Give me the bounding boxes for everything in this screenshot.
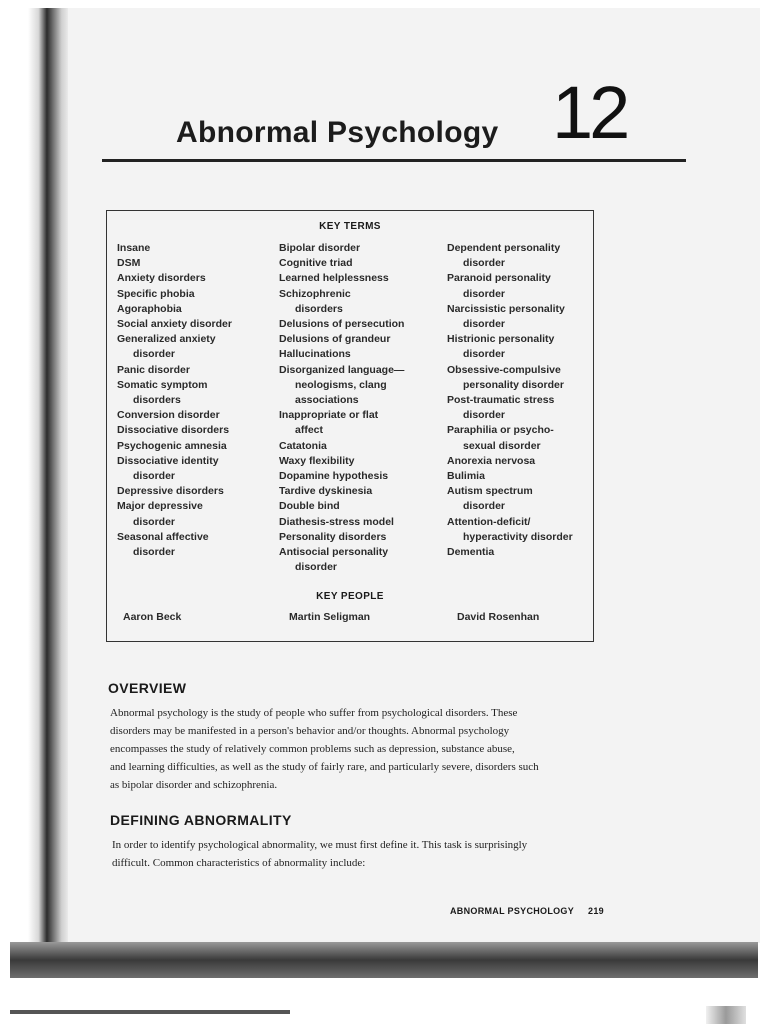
key-term: Dissociative identity xyxy=(117,454,219,467)
key-term: Social anxiety disorder xyxy=(117,318,232,331)
key-term: Narcissistic personality xyxy=(447,302,565,315)
key-term: disorder xyxy=(133,546,176,559)
key-term: disorder xyxy=(463,409,506,422)
key-term: personality disorder xyxy=(463,378,564,391)
key-term: disorder xyxy=(463,500,506,513)
key-term: sexual disorder xyxy=(463,439,541,452)
key-term: Somatic symptom xyxy=(117,378,208,391)
key-term: Agoraphobia xyxy=(117,302,182,315)
paragraph-line: and learning difficulties, as well as the study of fairly rare, and particularly severe, disorders such xyxy=(110,761,539,773)
key-term: Seasonal affective xyxy=(117,530,209,543)
scan-corner-mark xyxy=(706,1006,746,1024)
key-term: disorder xyxy=(463,287,506,300)
key-term: affect xyxy=(295,424,324,437)
key-term: Bulimia xyxy=(447,470,485,483)
paragraph-line: In order to identify psychological abnormality, we must first define it. This task is surprisingly xyxy=(112,839,528,851)
key-term: Attention-deficit/ xyxy=(447,515,531,528)
key-term: Conversion disorder xyxy=(117,409,220,422)
paragraph-line: disorders may be manifested in a person's behavior and/or thoughts. Abnormal psychology xyxy=(110,725,510,737)
key-term: Delusions of persecution xyxy=(279,318,405,331)
paragraph-line: difficult. Common characteristics of abnormality include: xyxy=(112,857,366,869)
paragraph-line: encompasses the study of relatively common problems such as depression, substance abuse, xyxy=(110,743,515,755)
key-people-heading: KEY PEOPLE xyxy=(316,591,384,602)
key-term: Anorexia nervosa xyxy=(447,454,536,467)
key-term: disorder xyxy=(133,515,176,528)
key-term: associations xyxy=(295,394,359,407)
key-term: Psychogenic amnesia xyxy=(117,439,227,452)
key-term: Tardive dyskinesia xyxy=(279,485,373,498)
overview-paragraph xyxy=(110,704,539,794)
key-term: Specific phobia xyxy=(117,287,195,300)
key-term: disorder xyxy=(463,348,506,361)
key-term: Schizophrenic xyxy=(279,287,351,300)
key-term: disorder xyxy=(295,561,338,574)
key-term: Antisocial personality xyxy=(279,546,389,559)
key-terms-box xyxy=(106,210,594,642)
defining-abnormality-heading: DEFINING ABNORMALITY xyxy=(110,812,292,828)
key-term: Histrionic personality xyxy=(447,333,555,346)
key-terms-column-3 xyxy=(447,241,573,560)
key-term: disorder xyxy=(133,470,176,483)
key-term: Bipolar disorder xyxy=(279,242,361,254)
running-head: ABNORMAL PSYCHOLOGY xyxy=(450,906,575,916)
key-term: Dissociative disorders xyxy=(117,424,230,437)
key-term: disorder xyxy=(133,348,176,361)
key-term: Delusions of grandeur xyxy=(279,333,391,346)
paragraph-line: as bipolar disorder and schizophrenia. xyxy=(110,779,278,791)
key-person: Aaron Beck xyxy=(123,611,182,623)
defining-abnormality-paragraph xyxy=(112,836,527,872)
key-term: Diathesis-stress model xyxy=(279,515,394,528)
next-page-edge xyxy=(10,1010,290,1014)
key-term: Panic disorder xyxy=(117,363,190,376)
key-term: Anxiety disorders xyxy=(117,272,206,285)
key-term: disorder xyxy=(463,257,506,270)
key-term: Cognitive triad xyxy=(279,257,353,270)
key-term: Dementia xyxy=(447,546,495,559)
key-term: Waxy flexibility xyxy=(279,454,355,467)
page-footer xyxy=(450,906,604,916)
key-term: disorders xyxy=(295,302,343,315)
overview-heading: OVERVIEW xyxy=(108,680,187,696)
chapter-title: Abnormal Psychology xyxy=(176,116,499,149)
key-term: Catatonia xyxy=(279,439,327,452)
key-term: Dependent personality xyxy=(447,242,561,254)
key-term: neologisms, clang xyxy=(295,378,387,391)
key-terms-heading: KEY TERMS xyxy=(319,221,381,232)
page-number: 219 xyxy=(588,906,604,916)
key-term: Major depressive xyxy=(117,500,203,513)
page-bottom-shadow xyxy=(10,942,758,978)
key-term: Dopamine hypothesis xyxy=(279,470,389,483)
key-term: Inappropriate or flat xyxy=(279,409,379,422)
key-term: Learned helplessness xyxy=(279,272,389,285)
title-rule xyxy=(102,159,686,162)
book-spine-shadow xyxy=(28,8,70,958)
key-terms-column-1 xyxy=(117,241,232,560)
key-terms-column-2 xyxy=(279,241,404,575)
key-term: Personality disorders xyxy=(279,530,387,543)
key-term: Hallucinations xyxy=(279,348,351,361)
key-term: disorders xyxy=(133,394,181,407)
key-term: disorder xyxy=(463,318,506,331)
key-person: Martin Seligman xyxy=(289,611,371,623)
key-person: David Rosenhan xyxy=(457,611,540,623)
key-term: Insane xyxy=(117,242,151,254)
paragraph-line: Abnormal psychology is the study of people who suffer from psychological disorders. These xyxy=(110,707,518,719)
key-term: Autism spectrum xyxy=(447,485,533,498)
key-term: Double bind xyxy=(279,500,340,513)
key-term: Generalized anxiety xyxy=(117,333,216,346)
key-term: Paranoid personality xyxy=(447,272,551,285)
key-term: hyperactivity disorder xyxy=(463,530,573,543)
key-term: DSM xyxy=(117,257,141,270)
key-term: Paraphilia or psycho- xyxy=(447,424,554,437)
key-term: Depressive disorders xyxy=(117,485,224,498)
chapter-number: 12 xyxy=(552,71,627,154)
key-term: Post-traumatic stress xyxy=(447,394,555,407)
key-term: Disorganized language— xyxy=(279,363,405,376)
key-term: Obsessive-compulsive xyxy=(447,363,561,376)
